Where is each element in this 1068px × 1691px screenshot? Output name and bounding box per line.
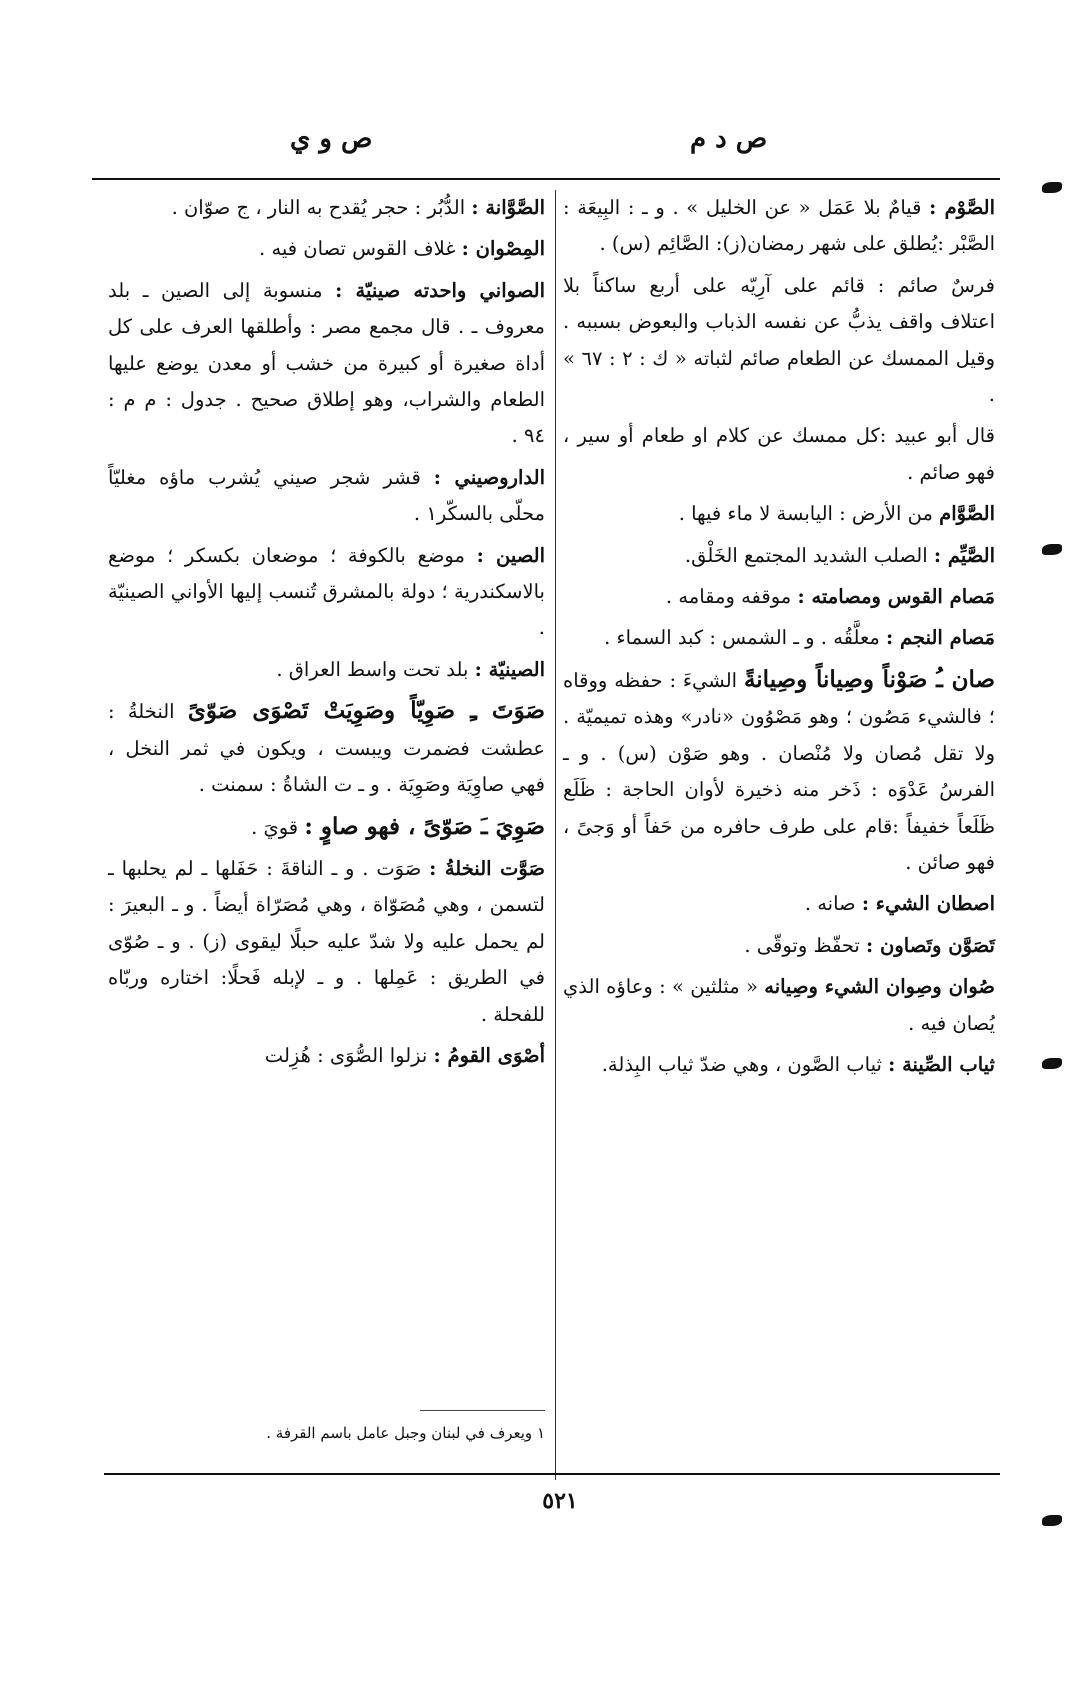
margin-thumb-mark — [1042, 182, 1062, 193]
dictionary-entry — [108, 460, 545, 533]
dictionary-entry — [563, 418, 995, 491]
dictionary-entry — [108, 538, 545, 647]
footnote-rule — [420, 1410, 545, 1411]
entry-definition: « مثلثين » : وعاؤه الذي يُصان فيه . — [563, 975, 995, 1035]
entry-definition: بلد تحت واسط العراق . — [276, 657, 475, 681]
dictionary-entry — [563, 268, 995, 414]
entry-definition: معلَّقُه . و ـ الشمس : كبد السماء . — [604, 626, 887, 650]
entry-definition: من الأرض : اليابسة لا ماء فيها . — [678, 502, 940, 526]
entry-definition: غلاف القوس تصان فيه . — [259, 237, 462, 261]
entry-definition: صانه . — [804, 892, 862, 916]
dictionary-entry — [563, 579, 995, 615]
entry-headword: الصَّوَّانة : — [471, 196, 545, 219]
entry-definition: الشيءَ : حفظه ووقاه ؛ فالشيء مَصُون ؛ وهو مَصْوُون «نادر» وهذه تميميّة . ولا تقل مُصان ولا مُنْصان . وهو صَوْن (س) . و ـ الفرسُ عَدْوَه : ذَخر منه ذخيرة لأوان الحاجة : ظَلَع ظَلَعاً خفيفاً :قام على طرف حافره من حَفاً أو وَجىً ، فهو صائن . — [563, 668, 995, 874]
dictionary-entry — [108, 231, 545, 267]
page-number: ٥٢١ — [542, 1488, 578, 1514]
running-header-right: ص د م — [690, 124, 768, 154]
entry-headword: اصطان الشيء : — [861, 892, 995, 916]
entry-definition: فرسٌ صائم : قائم على آرِيّه على أربع ساكناً بلا اعتلاف واقف يذبُّ عن نفسه الذباب والبعوض بسببه . وقيل الممسك عن الطعام صائم لثباته « ك : ٢ : ٦٧ » . — [563, 273, 995, 407]
dictionary-entry — [108, 190, 545, 226]
entry-headword: صان ـُ صَوْناً وصِياناً وصِيانةً — [743, 665, 995, 693]
dictionary-entry — [563, 928, 995, 964]
margin-thumb-mark — [1042, 544, 1062, 555]
dictionary-entry — [563, 886, 995, 922]
entry-headword: مَصام القوس ومصامته : — [797, 585, 995, 609]
dictionary-entry — [108, 273, 545, 455]
entry-headword: الصَّيِّم : — [933, 543, 995, 567]
entry-definition: صَوَت . و ـ الناقةَ : حَفَلها ـ لم يحلبها ـ لتسمن ، وهي مُصَوّاة ، وهي مُصَرّاة أيضاً . و ـ البعيرَ : لم يحمل عليه ولا شدّ عليه حبلًا ليقوى (ز) . و ـ صُوّى في الطريق : عَمِلها . و ـ لإبله فَحلًا: اختاره وربّاه للفحلة . — [108, 856, 545, 1026]
margin-thumb-mark — [1042, 1058, 1062, 1069]
entry-headword: مَصام النجم : — [886, 626, 995, 650]
dictionary-entry — [108, 652, 545, 688]
right-column — [563, 190, 995, 1088]
footer-rule — [104, 1473, 1000, 1475]
dictionary-entry — [563, 190, 995, 263]
dictionary-entry — [563, 969, 995, 1042]
dictionary-entry — [563, 620, 995, 656]
entry-headword: الصواني واحدته صينيّة : — [335, 278, 545, 302]
entry-definition: قويَ . — [251, 815, 305, 839]
dictionary-entry — [563, 1047, 995, 1083]
dictionary-entry — [563, 496, 995, 532]
dictionary-entry — [563, 538, 995, 574]
dictionary-entry — [108, 693, 545, 803]
entry-definition: قال أبو عبيد :كل ممسك عن كلام او طعام أو سير ، فهو صائم . — [563, 424, 995, 484]
entry-headword: الصَّوْم : — [929, 196, 995, 219]
entry-headword: الصين : — [476, 543, 545, 567]
entry-headword: المِصْوان : — [461, 237, 545, 261]
dictionary-entry — [563, 662, 995, 881]
header-rule — [92, 178, 1000, 180]
entry-definition: النخلةُ : عطشت فضمرت ويبست ، ويكون في ثمر النخل ، فهي صاوِيَة وصَوِيَة . و ـ ت الشاةُ : سمنت . — [108, 700, 545, 797]
entry-definition: الصلب الشديد المجتمع الخَلْق. — [684, 543, 934, 567]
entry-headword: صُوان وصِوان الشيء وصِيانه — [764, 975, 995, 999]
entry-definition: نزلوا الصُّوَى : هُزِلت — [264, 1043, 434, 1067]
entry-headword: ثياب الصِّينة : — [888, 1052, 995, 1076]
column-divider — [555, 190, 556, 1480]
entry-definition: الدُّبُر : حجر يُقدح به النار ، ج صوّان . — [171, 196, 472, 219]
margin-thumb-mark — [1042, 1515, 1062, 1526]
entry-headword: الداروصيني : — [433, 465, 545, 489]
entry-definition: قشر شجر صيني يُشرب ماؤه مغليّاً محلّى بالسكّر١ . — [108, 465, 545, 526]
entry-headword: تَصَوَّن وتَصاون : — [866, 933, 995, 957]
dictionary-entry — [108, 809, 545, 846]
running-header-left: ص و ي — [290, 124, 373, 154]
dictionary-entry — [108, 851, 545, 1033]
entry-definition: قيامٌ بلا عَمَل « عن الخليل » . و ـ : البِيعَة : الصَّبْر :يُطلق على شهر رمضان(ز): الصَّائِم (س) . — [563, 196, 995, 256]
entry-definition: منسوبة إلى الصين ـ بلد معروف ـ . قال مجمع مصر : وأطلقها العرف على كل أداة صغيرة أو كبيرة من خشب أو معدن يوضع عليها الطعام والشراب، وهو إطلاق صحيح . جدول : م م : ٩٤ . — [108, 278, 545, 448]
footnote: ١ ويعرف في لبنان وجبل عامل باسم القرفة . — [266, 1424, 545, 1442]
entry-headword: صَوَّت النخلةُ : — [429, 856, 545, 880]
dictionary-entry — [108, 1038, 545, 1074]
entry-headword: صَوِيَ ـَ صَوّىً ، فهو صاوٍ : — [304, 812, 545, 840]
entry-definition: ثياب الصَّون ، وهي ضدّ ثياب البِذلة. — [601, 1052, 889, 1076]
entry-headword: الصينيّة : — [474, 657, 545, 681]
entry-headword: الصَّوَّام — [939, 502, 995, 526]
entry-headword: أصْوَى القومُ : — [433, 1043, 545, 1067]
entry-headword: صَوَتَ ـِ صَوِيّاً وصَوِيَتْ تَصْوَى صَوّىً — [187, 697, 545, 725]
left-column — [108, 190, 545, 1079]
entry-definition: تحفّظ وتوقّى . — [744, 933, 867, 957]
entry-definition: موضع بالكوفة ؛ موضعان بكسكر ؛ موضع بالاسكندرية ؛ دولة بالمشرق تُنسب إليها الأواني الصينيّة . — [108, 543, 545, 640]
entry-definition: موقفه ومقامه . — [665, 585, 798, 609]
